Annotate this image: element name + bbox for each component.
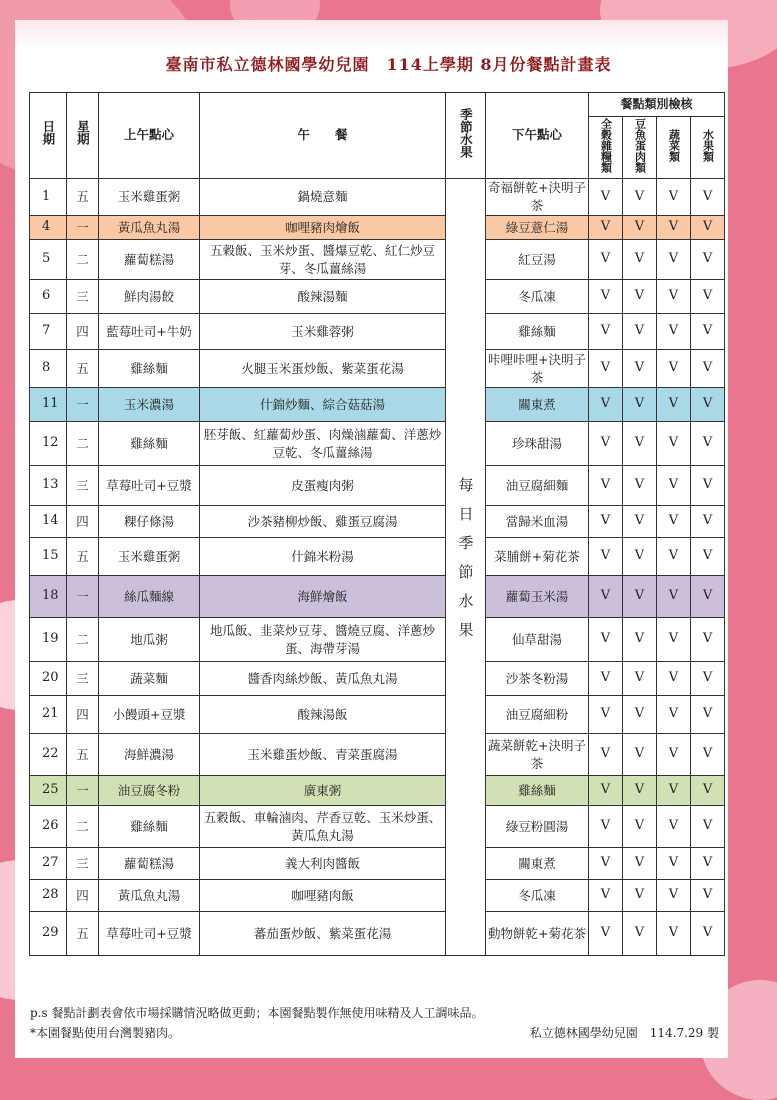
check-mark: V — [657, 880, 691, 912]
check-mark: V — [657, 466, 691, 506]
header-vegetables: 蔬菜類 — [657, 117, 691, 179]
day-cell: 1 — [30, 179, 67, 216]
check-mark: V — [691, 734, 725, 776]
lunch-cell: 沙茶豬柳炒飯、雞蛋豆腐湯 — [200, 506, 446, 538]
table-row — [30, 576, 725, 618]
check-mark: V — [623, 662, 657, 696]
check-mark: V — [691, 696, 725, 734]
weekday-cell: 四 — [67, 696, 99, 734]
lunch-cell: 咖哩豬肉飯 — [200, 880, 446, 912]
weekday-cell: 五 — [67, 350, 99, 388]
day-cell: 18 — [30, 576, 67, 618]
check-mark: V — [657, 350, 691, 388]
header-lunch: 午 餐 — [200, 93, 446, 179]
afternoon-snack-cell: 菜脯餅+菊花茶 — [486, 538, 589, 576]
day-cell: 6 — [30, 280, 67, 314]
afternoon-snack-cell: 蘿蔔玉米湯 — [486, 576, 589, 618]
table-row — [30, 506, 725, 538]
check-mark: V — [589, 216, 623, 240]
morning-snack-cell: 絲瓜麵線 — [99, 576, 200, 618]
check-mark: V — [623, 806, 657, 848]
check-mark: V — [623, 350, 657, 388]
table-row — [30, 880, 725, 912]
check-mark: V — [589, 280, 623, 314]
lunch-cell: 火腿玉米蛋炒飯、紫菜蛋花湯 — [200, 350, 446, 388]
check-mark: V — [589, 696, 623, 734]
afternoon-snack-cell: 油豆腐細粉 — [486, 696, 589, 734]
table-row — [30, 240, 725, 280]
afternoon-snack-cell: 蔬菜餅乾+決明子茶 — [486, 734, 589, 776]
check-mark: V — [657, 776, 691, 806]
check-mark: V — [623, 506, 657, 538]
morning-snack-cell: 鮮肉湯餃 — [99, 280, 200, 314]
check-mark: V — [657, 179, 691, 216]
check-mark: V — [691, 576, 725, 618]
header-fruit: 水果類 — [691, 117, 725, 179]
table-row — [30, 734, 725, 776]
check-mark: V — [657, 912, 691, 956]
check-mark: V — [623, 388, 657, 422]
morning-snack-cell: 草莓吐司+豆漿 — [99, 466, 200, 506]
lunch-cell: 義大利肉醬飯 — [200, 848, 446, 880]
check-mark: V — [691, 538, 725, 576]
afternoon-snack-cell: 關東煮 — [486, 388, 589, 422]
table-row — [30, 618, 725, 662]
header-protein: 豆魚蛋肉類 — [623, 117, 657, 179]
check-mark: V — [691, 806, 725, 848]
footer-notes — [30, 1003, 723, 1043]
check-mark: V — [623, 734, 657, 776]
check-mark: V — [657, 216, 691, 240]
lunch-cell: 酸辣湯麵 — [200, 280, 446, 314]
day-cell: 7 — [30, 314, 67, 350]
day-cell: 5 — [30, 240, 67, 280]
check-mark: V — [657, 734, 691, 776]
check-mark: V — [589, 662, 623, 696]
check-mark: V — [589, 506, 623, 538]
check-mark: V — [589, 576, 623, 618]
note-line-2: *本園餐點使用台灣製豬肉。 — [30, 1026, 181, 1040]
weekday-cell: 二 — [67, 422, 99, 466]
check-mark: V — [657, 506, 691, 538]
table-row — [30, 848, 725, 880]
check-mark: V — [657, 618, 691, 662]
morning-snack-cell: 雞絲麵 — [99, 350, 200, 388]
morning-snack-cell: 雞絲麵 — [99, 806, 200, 848]
weekday-cell: 三 — [67, 662, 99, 696]
morning-snack-cell: 蘿蔔糕湯 — [99, 240, 200, 280]
header-date: 日期 — [30, 93, 67, 179]
check-mark: V — [623, 848, 657, 880]
header-weekday: 星期 — [67, 93, 99, 179]
lunch-cell: 鍋燒意麵 — [200, 179, 446, 216]
seasonal-fruit-text: 每日季節水果 — [456, 476, 475, 651]
check-mark: V — [691, 388, 725, 422]
table-row — [30, 216, 725, 240]
day-cell: 27 — [30, 848, 67, 880]
weekday-cell: 三 — [67, 848, 99, 880]
check-mark: V — [623, 776, 657, 806]
afternoon-snack-cell: 雞絲麵 — [486, 314, 589, 350]
check-mark: V — [623, 880, 657, 912]
check-mark: V — [589, 880, 623, 912]
table-row — [30, 314, 725, 350]
check-mark: V — [691, 240, 725, 280]
afternoon-snack-cell: 綠豆薏仁湯 — [486, 216, 589, 240]
seasonal-fruit-cell — [446, 179, 486, 956]
check-mark: V — [691, 662, 725, 696]
check-mark: V — [691, 466, 725, 506]
table-row — [30, 776, 725, 806]
day-cell: 11 — [30, 388, 67, 422]
lunch-cell: 什錦炒麵、綜合菇菇湯 — [200, 388, 446, 422]
day-cell: 28 — [30, 880, 67, 912]
lunch-cell: 胚芽飯、紅蘿蔔炒蛋、肉燥滷蘿蔔、洋蔥炒豆乾、冬瓜薑絲湯 — [200, 422, 446, 466]
check-mark: V — [589, 776, 623, 806]
check-mark: V — [589, 466, 623, 506]
day-cell: 21 — [30, 696, 67, 734]
page-title: 臺南市私立德林國學幼兒園 114上學期 8月份餐點計畫表 — [165, 55, 612, 74]
check-mark: V — [623, 912, 657, 956]
weekday-cell: 一 — [67, 776, 99, 806]
day-cell: 20 — [30, 662, 67, 696]
check-mark: V — [589, 618, 623, 662]
check-mark: V — [623, 538, 657, 576]
check-mark: V — [657, 388, 691, 422]
check-mark: V — [691, 848, 725, 880]
afternoon-snack-cell: 冬瓜凍 — [486, 880, 589, 912]
table-row — [30, 806, 725, 848]
morning-snack-cell: 草莓吐司+豆漿 — [99, 912, 200, 956]
table-row — [30, 696, 725, 734]
weekday-cell: 二 — [67, 806, 99, 848]
check-mark: V — [657, 314, 691, 350]
weekday-cell: 一 — [67, 388, 99, 422]
check-mark: V — [589, 240, 623, 280]
signature: 私立德林國學幼兒園 114.7.29 製 — [529, 1026, 719, 1040]
lunch-cell: 玉米雞蛋炒飯、青菜蛋腐湯 — [200, 734, 446, 776]
weekday-cell: 五 — [67, 179, 99, 216]
lunch-cell: 地瓜飯、韭菜炒豆芽、醬燒豆腐、洋蔥炒蛋、海帶芽湯 — [200, 618, 446, 662]
check-mark: V — [657, 662, 691, 696]
check-mark: V — [657, 422, 691, 466]
check-mark: V — [623, 216, 657, 240]
day-cell: 25 — [30, 776, 67, 806]
afternoon-snack-cell: 仙草甜湯 — [486, 618, 589, 662]
day-cell: 8 — [30, 350, 67, 388]
header-grains: 全穀雜糧類 — [589, 117, 623, 179]
check-mark: V — [589, 422, 623, 466]
check-mark: V — [691, 179, 725, 216]
check-mark: V — [623, 240, 657, 280]
morning-snack-cell: 黃瓜魚丸湯 — [99, 216, 200, 240]
day-cell: 14 — [30, 506, 67, 538]
check-mark: V — [657, 848, 691, 880]
weekday-cell: 一 — [67, 216, 99, 240]
lunch-cell: 五穀飯、車輪滷肉、芹香豆乾、玉米炒蛋、黃瓜魚丸湯 — [200, 806, 446, 848]
check-mark: V — [691, 280, 725, 314]
check-mark: V — [623, 696, 657, 734]
afternoon-snack-cell: 咔哩咔哩+決明子茶 — [486, 350, 589, 388]
morning-snack-cell: 蔬菜麵 — [99, 662, 200, 696]
check-mark: V — [691, 506, 725, 538]
morning-snack-cell: 雞絲麵 — [99, 422, 200, 466]
weekday-cell: 三 — [67, 466, 99, 506]
check-mark: V — [691, 912, 725, 956]
day-cell: 12 — [30, 422, 67, 466]
lunch-cell: 皮蛋瘦肉粥 — [200, 466, 446, 506]
check-mark: V — [589, 734, 623, 776]
table-row — [30, 280, 725, 314]
day-cell: 26 — [30, 806, 67, 848]
afternoon-snack-cell: 關東煮 — [486, 848, 589, 880]
table-row — [30, 350, 725, 388]
check-mark: V — [589, 538, 623, 576]
weekday-cell: 四 — [67, 506, 99, 538]
morning-snack-cell: 黃瓜魚丸湯 — [99, 880, 200, 912]
weekday-cell: 五 — [67, 538, 99, 576]
check-mark: V — [623, 576, 657, 618]
weekday-cell: 四 — [67, 880, 99, 912]
check-mark: V — [691, 350, 725, 388]
day-cell: 29 — [30, 912, 67, 956]
lunch-cell: 咖哩豬肉燴飯 — [200, 216, 446, 240]
morning-snack-cell: 玉米雞蛋粥 — [99, 538, 200, 576]
check-mark: V — [623, 280, 657, 314]
weekday-cell: 四 — [67, 314, 99, 350]
check-mark: V — [623, 618, 657, 662]
lunch-cell: 酸辣湯飯 — [200, 696, 446, 734]
lunch-cell: 醬香肉絲炒飯、黃瓜魚丸湯 — [200, 662, 446, 696]
afternoon-snack-cell: 動物餅乾+菊花茶 — [486, 912, 589, 956]
lunch-cell: 五穀飯、玉米炒蛋、醬爆豆乾、紅仁炒豆芽、冬瓜薑絲湯 — [200, 240, 446, 280]
header-afternoon-snack: 下午點心 — [486, 93, 589, 179]
check-mark: V — [657, 576, 691, 618]
morning-snack-cell: 藍莓吐司+牛奶 — [99, 314, 200, 350]
morning-snack-cell: 油豆腐冬粉 — [99, 776, 200, 806]
check-mark: V — [623, 314, 657, 350]
check-mark: V — [657, 280, 691, 314]
afternoon-snack-cell: 冬瓜凍 — [486, 280, 589, 314]
check-mark: V — [623, 422, 657, 466]
check-mark: V — [589, 388, 623, 422]
check-mark: V — [691, 880, 725, 912]
check-mark: V — [589, 314, 623, 350]
check-mark: V — [691, 422, 725, 466]
morning-snack-cell: 玉米雞蛋粥 — [99, 179, 200, 216]
morning-snack-cell: 海鮮濃湯 — [99, 734, 200, 776]
weekday-cell: 三 — [67, 280, 99, 314]
morning-snack-cell: 地瓜粥 — [99, 618, 200, 662]
check-mark: V — [589, 350, 623, 388]
afternoon-snack-cell: 油豆腐細麵 — [486, 466, 589, 506]
table-row — [30, 912, 725, 956]
afternoon-snack-cell: 珍珠甜湯 — [486, 422, 589, 466]
afternoon-snack-cell: 沙茶冬粉湯 — [486, 662, 589, 696]
header-category-check: 餐點類別檢核 — [589, 93, 725, 117]
table-row — [30, 466, 725, 506]
afternoon-snack-cell: 雞絲麵 — [486, 776, 589, 806]
check-mark: V — [589, 912, 623, 956]
day-cell: 19 — [30, 618, 67, 662]
afternoon-snack-cell: 當歸米血湯 — [486, 506, 589, 538]
lunch-cell: 蕃茄蛋炒飯、紫菜蛋花湯 — [200, 912, 446, 956]
morning-snack-cell: 小饅頭+豆漿 — [99, 696, 200, 734]
check-mark: V — [657, 806, 691, 848]
weekday-cell: 五 — [67, 734, 99, 776]
check-mark: V — [691, 776, 725, 806]
weekday-cell: 二 — [67, 240, 99, 280]
check-mark: V — [691, 216, 725, 240]
afternoon-snack-cell: 綠豆粉圓湯 — [486, 806, 589, 848]
lunch-cell: 廣東粥 — [200, 776, 446, 806]
afternoon-snack-cell: 紅豆湯 — [486, 240, 589, 280]
table-row — [30, 388, 725, 422]
weekday-cell: 五 — [67, 912, 99, 956]
day-cell: 13 — [30, 466, 67, 506]
check-mark: V — [589, 806, 623, 848]
weekday-cell: 二 — [67, 618, 99, 662]
header-seasonal-fruit: 季節水果 — [446, 93, 486, 179]
check-mark: V — [623, 466, 657, 506]
table-row — [30, 662, 725, 696]
meal-plan-table — [29, 92, 725, 956]
afternoon-snack-cell: 奇福餅乾+決明子茶 — [486, 179, 589, 216]
check-mark: V — [657, 240, 691, 280]
note-line-1: p.s 餐點計劃表會依市場採購情況略做更動；本園餐點製作無使用味精及人工調味品。 — [30, 1006, 484, 1020]
morning-snack-cell: 玉米濃湯 — [99, 388, 200, 422]
check-mark: V — [657, 538, 691, 576]
lunch-cell: 什錦米粉湯 — [200, 538, 446, 576]
check-mark: V — [691, 618, 725, 662]
day-cell: 15 — [30, 538, 67, 576]
check-mark: V — [691, 314, 725, 350]
header-morning-snack: 上午點心 — [99, 93, 200, 179]
table-row — [30, 179, 725, 216]
day-cell: 22 — [30, 734, 67, 776]
table-row — [30, 422, 725, 466]
check-mark: V — [657, 696, 691, 734]
check-mark: V — [589, 179, 623, 216]
table-row — [30, 538, 725, 576]
weekday-cell: 一 — [67, 576, 99, 618]
check-mark: V — [589, 848, 623, 880]
lunch-cell: 海鮮燴飯 — [200, 576, 446, 618]
morning-snack-cell: 粿仔條湯 — [99, 506, 200, 538]
morning-snack-cell: 蘿蔔糕湯 — [99, 848, 200, 880]
lunch-cell: 玉米雞蓉粥 — [200, 314, 446, 350]
day-cell: 4 — [30, 216, 67, 240]
check-mark: V — [623, 179, 657, 216]
